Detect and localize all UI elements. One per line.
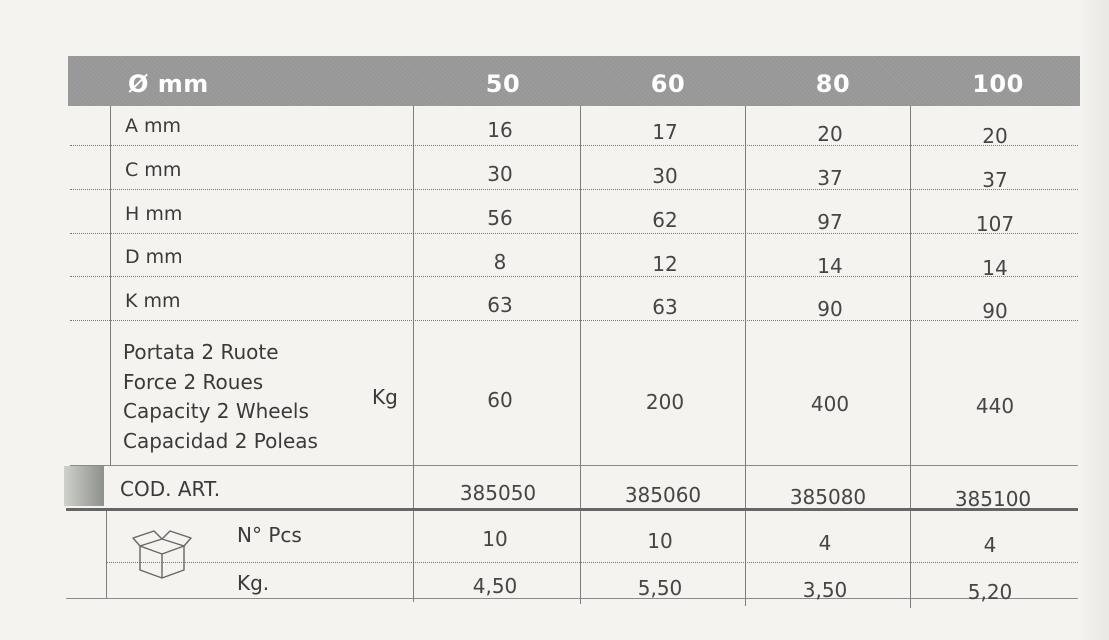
grid-line-v: [110, 106, 111, 466]
capacity-label-fr: Force 2 Roues: [123, 369, 264, 394]
weight-label: Kg.: [237, 571, 270, 595]
row-label-d: D mm: [125, 246, 183, 268]
cell-d-80: 14: [817, 254, 843, 278]
cell-k-60: 63: [652, 295, 678, 319]
cell-c-80: 37: [817, 166, 843, 190]
pieces-label: N° Pcs: [237, 523, 302, 547]
cell-c-60: 30: [652, 164, 678, 188]
cell-pieces-60: 10: [647, 529, 673, 553]
code-label: COD. ART.: [120, 477, 221, 501]
cell-pieces-50: 10: [482, 527, 508, 551]
cell-c-50: 30: [487, 162, 513, 186]
cell-k-100: 90: [982, 299, 1008, 323]
cell-pieces-80: 4: [818, 531, 832, 555]
cell-weight-50: 4,50: [472, 574, 518, 598]
capacity-label-es: Capacidad 2 Poleas: [123, 428, 318, 453]
grid-line-v: [413, 106, 414, 602]
row-label-a: A mm: [125, 115, 182, 137]
header-size-80: 80: [815, 70, 851, 98]
cell-code-80: 385080: [789, 485, 867, 509]
cell-capacity-60: 200: [645, 390, 685, 414]
cell-h-50: 56: [487, 206, 513, 230]
grid-line-h: [70, 465, 1078, 466]
cell-h-60: 62: [652, 208, 678, 232]
grid-line-h: [106, 562, 1078, 563]
cell-weight-100: 5,20: [967, 580, 1013, 604]
cell-k-80: 90: [817, 297, 843, 321]
cell-d-100: 14: [982, 256, 1008, 280]
box-icon: [130, 526, 194, 586]
capacity-unit: Kg: [372, 385, 398, 409]
cell-code-100: 385100: [954, 487, 1032, 511]
cell-k-50: 63: [487, 293, 513, 317]
cell-code-60: 385060: [624, 483, 702, 507]
cell-a-50: 16: [487, 118, 513, 142]
capacity-label-it: Portata 2 Ruote: [123, 340, 279, 364]
header-size-50: 50: [485, 70, 521, 98]
cell-code-50: 385050: [459, 481, 537, 505]
table-header: [68, 56, 1080, 106]
cell-a-60: 17: [652, 120, 678, 144]
cell-capacity-50: 60: [487, 388, 513, 412]
header-size-100: 100: [972, 70, 1024, 98]
header-size-60: 60: [650, 70, 686, 98]
cell-d-50: 8: [493, 250, 507, 274]
header-diameter-label: Ø mm: [128, 70, 209, 98]
row-label-h: H mm: [125, 203, 183, 225]
cell-capacity-100: 440: [975, 394, 1015, 418]
cell-a-100: 20: [982, 124, 1008, 148]
cell-a-80: 20: [817, 122, 843, 146]
cell-h-100: 107: [975, 212, 1015, 236]
cell-c-100: 37: [982, 168, 1008, 192]
cell-d-60: 12: [652, 252, 678, 276]
cell-weight-80: 3,50: [802, 578, 848, 602]
grid-line-v: [106, 510, 107, 598]
cell-capacity-80: 400: [810, 392, 850, 416]
decorative-strip: [64, 466, 104, 506]
cell-weight-60: 5,50: [637, 576, 683, 600]
capacity-label-en: Capacity 2 Wheels: [123, 399, 309, 423]
row-label-k: K mm: [125, 290, 181, 312]
page-edge-shadow: [1079, 0, 1109, 640]
row-label-c: C mm: [125, 159, 182, 181]
cell-pieces-100: 4: [983, 533, 997, 557]
capacity-labels: [123, 338, 318, 456]
cell-h-80: 97: [817, 210, 843, 234]
